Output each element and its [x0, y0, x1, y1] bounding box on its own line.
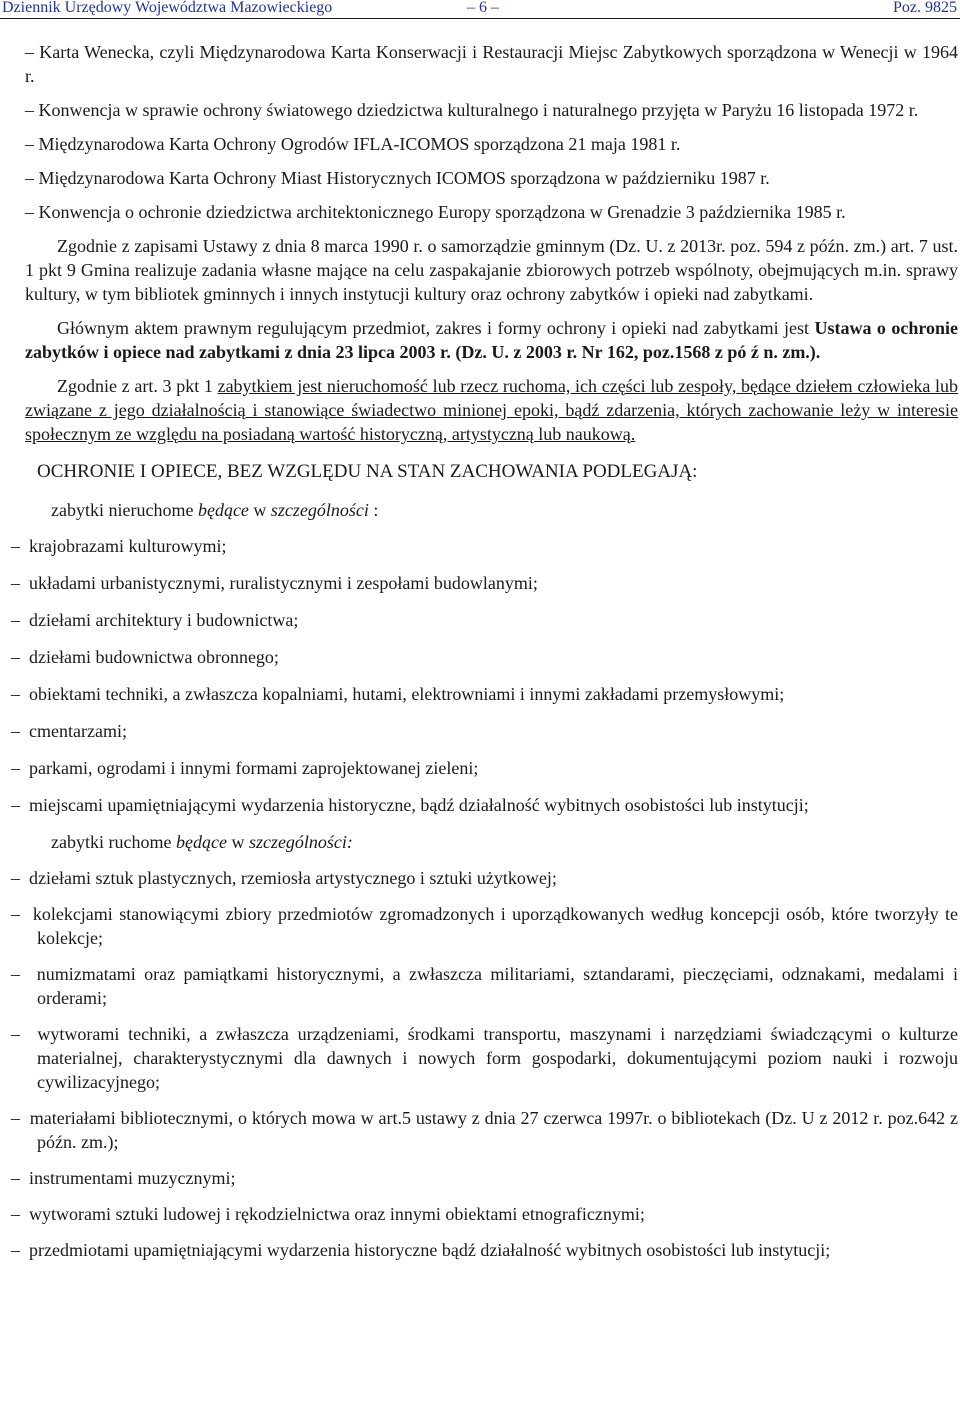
movable-intro [51, 830, 958, 854]
paragraph-definition [25, 374, 958, 446]
list-item: – wytworami techniki, a zwłaszcza urządzeniami, środkami transportu, maszynami i narzędziami świadczącymi o kulturze materialnej, charakterystycznymi dla dawnych i nowych form gospodarki, dokumentującymi poziom nauki i rozwoju cywilizacyjnego; [11, 1022, 958, 1094]
movable-intro-a: zabytki ruchome [51, 832, 176, 852]
movable-list [11, 866, 958, 1262]
list-item: – materiałami bibliotecznymi, o których mowa w art.5 ustawy z dnia 27 czerwca 1997r. o bibliotekach (Dz. U z 2012 r. poz.642 z późn. zm.); [11, 1106, 958, 1154]
movable-intro-b: będące [175, 832, 227, 852]
movable-intro-d: szczególności: [248, 832, 353, 852]
paragraph-main-act-text: Głównym aktem prawnym regulującym przedmiot, zakres i formy ochrony i opieki nad zabytkami jest [57, 318, 815, 338]
definition-intro: Zgodnie z art. 3 pkt 1 [57, 376, 218, 396]
page-number: – 6 – [467, 0, 499, 16]
list-item: – dziełami sztuk plastycznych, rzemiosła artystycznego i sztuki użytkowej; [11, 866, 958, 890]
doc-item-granada: – Konwencja o ochronie dziedzictwa architektonicznego Europy sporządzona w Grenadzie 3 października 1985 r. [25, 200, 958, 224]
immovable-intro-a: zabytki nieruchome [51, 500, 198, 520]
list-item: – parkami, ogrodami i innymi formami zaprojektowanej zieleni; [11, 756, 958, 780]
position-number: Poz. 9825 [893, 0, 957, 16]
list-item: – układami urbanistycznymi, ruralistycznymi i zespołami budowlanymi; [11, 571, 958, 595]
immovable-list [11, 534, 958, 817]
doc-item-icomos: – Międzynarodowa Karta Ochrony Miast Historycznych ICOMOS sporządzona w październiku 1987 r. [25, 166, 958, 190]
list-item: – cmentarzami; [11, 719, 958, 743]
list-item: – wytworami sztuki ludowej i rękodzielnictwa oraz innymi obiektami etnograficznymi; [11, 1202, 958, 1226]
document-body [25, 40, 958, 1262]
movable-intro-c: w [226, 832, 249, 852]
page-header [0, 0, 960, 20]
list-item: – dziełami budownictwa obronnego; [11, 645, 958, 669]
list-item: – numizmatami oraz pamiątkami historycznymi, a zwłaszcza militariami, sztandarami, pieczęciami, odznakami, medalami i orderami; [11, 962, 958, 1010]
immovable-intro-e: : [368, 500, 379, 520]
list-item: – miejscami upamiętniającymi wydarzenia historyczne, bądź działalność wybitnych osobistości lub instytucji; [11, 793, 958, 817]
main-act-title: Ustawa o ochronie zabytków i opiece nad zabytkami z dnia 23 lipca 2003 r. (Dz. U. z 2003 r. Nr 162, poz.1568 z pó ź n. zm.). [25, 318, 958, 362]
list-item: – obiektami techniki, a zwłaszcza kopalniami, hutami, elektrowniami i innymi zakładami przemysłowymi; [11, 682, 958, 706]
list-item: – krajobrazami kulturowymi; [11, 534, 958, 558]
immovable-intro-b: będące [197, 500, 249, 520]
journal-title: Dziennik Urzędowy Województwa Mazowieckiego [2, 0, 333, 16]
protection-heading: OCHRONIE I OPIECE, BEZ WZGLĘDU NA STAN ZACHOWANIA PODLEGAJĄ: [37, 461, 698, 482]
paragraph-municipal-tasks: Zgodnie z zapisami Ustawy z dnia 8 marca 1990 r. o samorządzie gminnym (Dz. U. z 2013r. poz. 594 z późn. zm.) art. 7 ust. 1 pkt 9 Gmina realizuje zadania własne mające na celu zaspakajanie zbiorowych potrzeb wspólnoty, obejmujących m.in. sprawy kultury, w tym bibliotek gminnych i innych instytucji kultury oraz ochrony zabytków i opieki nad zabytkami. [25, 236, 958, 304]
immovable-intro-c: w [248, 500, 271, 520]
doc-item-ifla: – Międzynarodowa Karta Ochrony Ogrodów IFLA-ICOMOS sporządzona 21 maja 1981 r. [25, 132, 958, 156]
paragraph-main-act [25, 316, 958, 364]
header-rule [0, 18, 960, 19]
list-item: – dziełami architektury i budownictwa; [11, 608, 958, 632]
doc-item-venice: – Karta Wenecka, czyli Międzynarodowa Karta Konserwacji i Restauracji Miejsc Zabytkowych sporządzona w Wenecji w 1964 r. [25, 40, 958, 88]
list-item: – kolekcjami stanowiącymi zbiory przedmiotów zgromadzonych i uporządkowanych według koncepcji osób, które tworzyły te kolekcje; [11, 902, 958, 950]
definition-underlined: zabytkiem jest nieruchomość lub rzecz ruchoma, ich części lub zespoły, będące dziełem człowieka lub związane z jego działalnością i stanowiące świadectwo minionej epoki, bądź zdarzenia, których zachowanie leży w interesie społecznym ze względu na posiadaną wartość historyczną, artystyczną lub naukową. [25, 376, 958, 444]
immovable-intro [51, 498, 958, 522]
list-item: – instrumentami muzycznymi; [11, 1166, 958, 1190]
list-item: – przedmiotami upamiętniającymi wydarzenia historyczne bądź działalność wybitnych osobistości lub instytucji; [11, 1238, 958, 1262]
doc-item-unesco: – Konwencja w sprawie ochrony światowego dziedzictwa kulturalnego i naturalnego przyjęta w Paryżu 16 listopada 1972 r. [25, 98, 958, 122]
immovable-intro-d: szczególności [270, 500, 369, 520]
